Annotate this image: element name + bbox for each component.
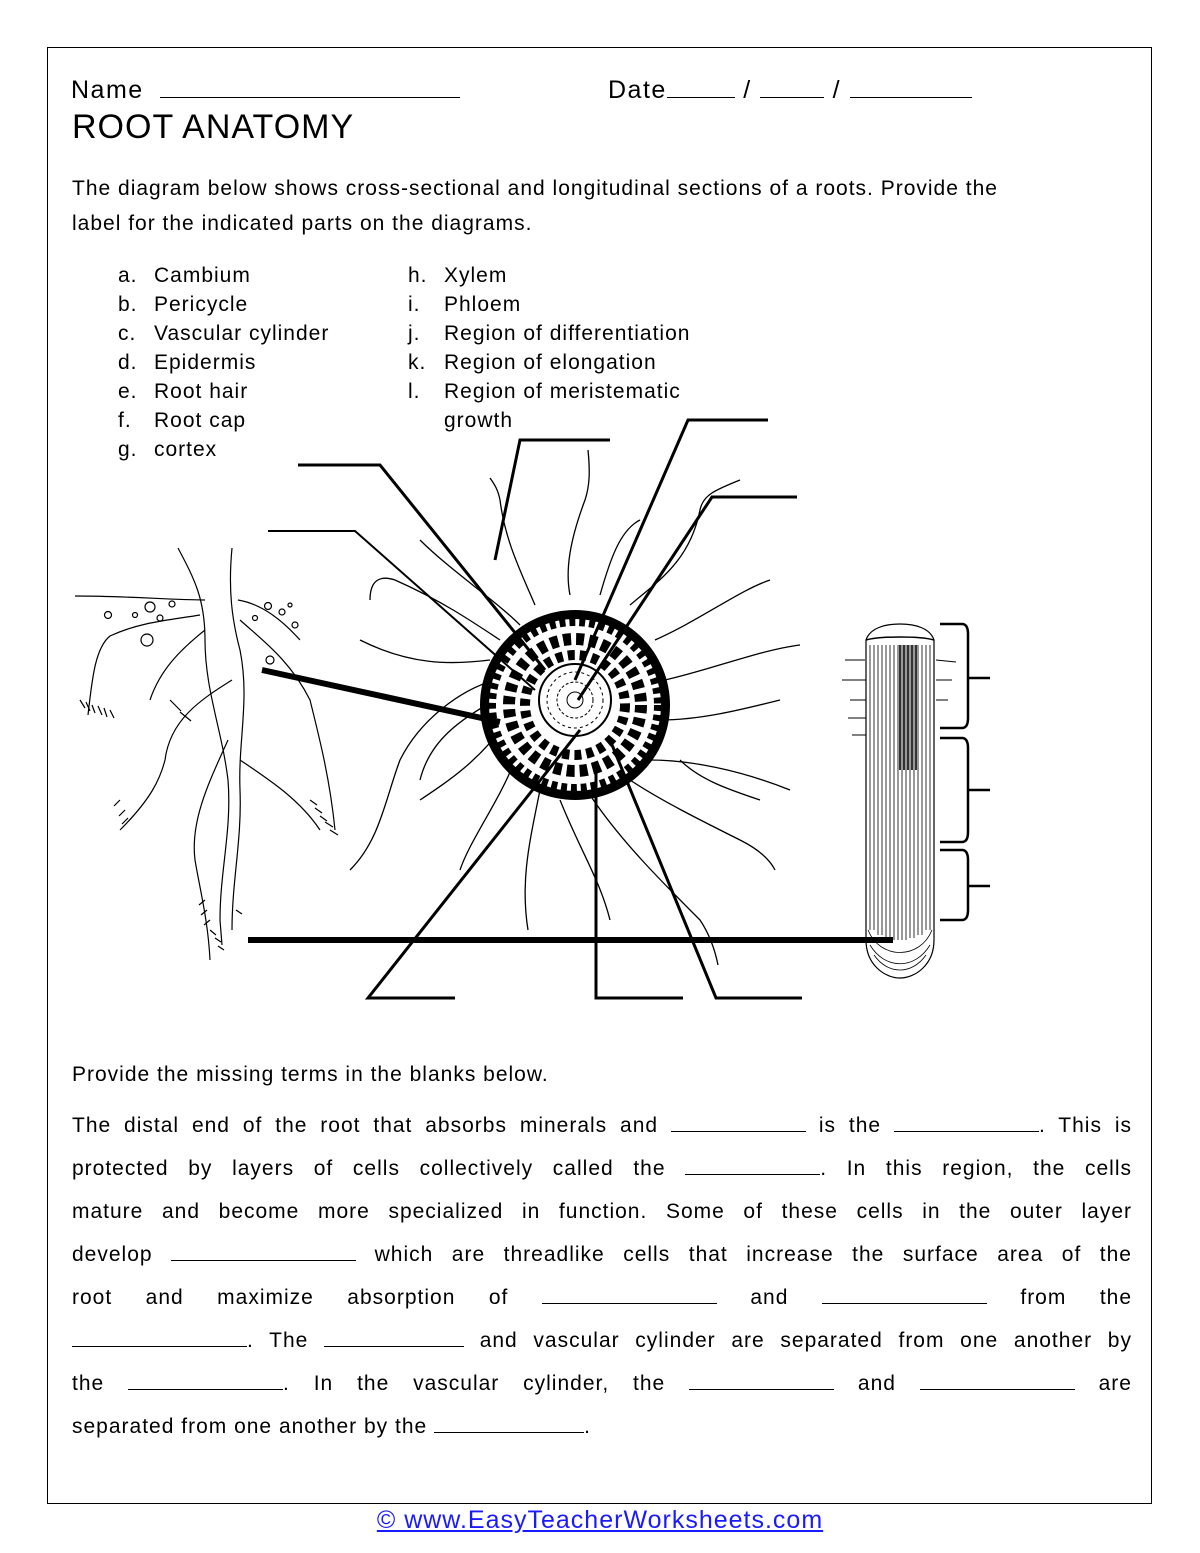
answer-blank[interactable]: [920, 1371, 1075, 1390]
answer-blank[interactable]: [171, 1242, 356, 1261]
cross-section-disc: [480, 610, 670, 800]
intro-line-2: label for the indicated parts on the diagrams.: [72, 212, 533, 235]
word-bank-item: k. Region of elongation: [408, 351, 657, 374]
word-bank-item: g. cortex: [118, 438, 218, 461]
answer-blank[interactable]: [671, 1113, 806, 1132]
date-sep-2: /: [832, 76, 842, 104]
answer-blank[interactable]: [542, 1285, 717, 1304]
whole-root-illustration: [75, 548, 338, 960]
intro-line-1: The diagram below shows cross-sectional and longitudinal sections of a roots. Provide the: [72, 177, 998, 200]
word-bank-item: d. Epidermis: [118, 351, 257, 374]
word-bank-item: growth: [444, 409, 514, 432]
region-brackets: [940, 624, 990, 920]
answer-blank[interactable]: [689, 1371, 834, 1390]
answer-blank[interactable]: [685, 1156, 820, 1175]
page-title: ROOT ANATOMY: [72, 108, 355, 146]
fill-in-line: The distal end of the root that absorbs minerals and is the . This is: [72, 1114, 1132, 1137]
fill-in-line: develop which are threadlike cells that increase the surface area of the: [72, 1243, 1132, 1266]
word-bank-item: l. Region of meristematic: [408, 380, 681, 403]
answer-blank[interactable]: [324, 1328, 464, 1347]
answer-blank[interactable]: [434, 1414, 584, 1433]
word-bank-item: e. Root hair: [118, 380, 249, 403]
longitudinal-section: [842, 624, 956, 978]
fill-in-line: protected by layers of cells collectively called the . In this region, the cells: [72, 1157, 1132, 1180]
date-sep-1: /: [743, 76, 752, 104]
fill-in-paragraph: [72, 1104, 1132, 1448]
word-bank-item: c. Vascular cylinder: [118, 322, 330, 345]
word-bank-item: h. Xylem: [408, 264, 508, 287]
word-bank-item: a. Cambium: [118, 264, 251, 287]
answer-blank[interactable]: [72, 1328, 247, 1347]
word-bank-item: j. Region of differentiation: [408, 322, 691, 345]
name-label: Name: [71, 76, 144, 104]
fill-in-line: the . In the vascular cylinder, the and are: [72, 1372, 1132, 1395]
date-label: Date: [608, 76, 667, 104]
fill-in-line: separated from one another by the .: [72, 1415, 591, 1438]
footer-link[interactable]: © www.EasyTeacherWorksheets.com: [376, 1506, 824, 1534]
fill-in-heading: Provide the missing terms in the blanks below.: [72, 1063, 549, 1086]
answer-blank[interactable]: [128, 1371, 283, 1390]
fill-in-line: mature and become more specialized in function. Some of these cells in the outer layer: [72, 1200, 1132, 1223]
word-bank-item: b. Pericycle: [118, 293, 249, 316]
fill-in-line: . The and vascular cylinder are separated from one another by: [72, 1319, 1132, 1362]
word-bank-item: f. Root cap: [118, 409, 247, 432]
answer-blank[interactable]: [894, 1113, 1039, 1132]
fill-in-line: root and maximize absorption of and from the: [72, 1286, 1133, 1309]
word-bank-item: i. Phloem: [408, 293, 522, 316]
answer-blank[interactable]: [822, 1285, 987, 1304]
